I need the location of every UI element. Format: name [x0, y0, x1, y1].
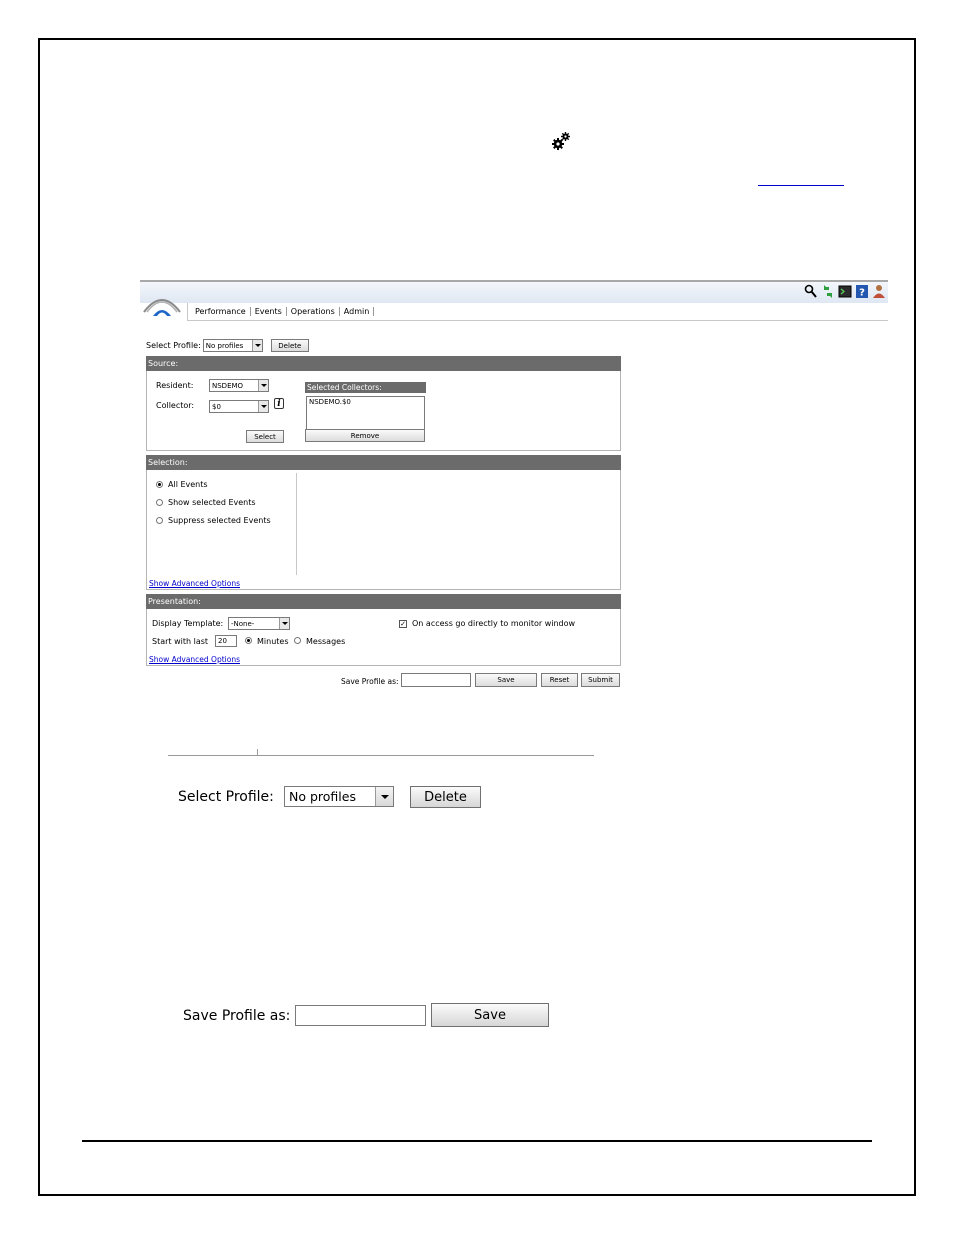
search-icon[interactable] — [804, 284, 818, 299]
nav-tab-bar — [187, 303, 888, 321]
refresh-icon[interactable] — [821, 284, 835, 299]
radio-all-events[interactable] — [156, 481, 163, 488]
zoom-save-profile-input[interactable] — [295, 1005, 426, 1026]
terminal-icon[interactable] — [838, 284, 852, 299]
info-icon[interactable]: i — [274, 398, 284, 409]
save-profile-label: Save Profile as: — [341, 677, 399, 686]
radio-minutes[interactable] — [245, 637, 252, 644]
chevron-down-icon — [279, 618, 289, 629]
remove-button[interactable]: Remove — [305, 429, 425, 442]
app-header — [140, 280, 888, 321]
profile-select-value: No profiles — [205, 341, 244, 350]
show-advanced-options-link[interactable]: Show Advanced Options — [149, 579, 240, 588]
source-header: Source: — [146, 356, 621, 371]
resident-select[interactable] — [209, 379, 269, 392]
radio-messages[interactable] — [294, 637, 301, 644]
tab-events[interactable]: Events — [251, 307, 287, 316]
save-button[interactable]: Save — [475, 673, 537, 687]
hyperlink-underline[interactable] — [758, 185, 844, 186]
start-with-last-input[interactable]: 20 — [215, 635, 237, 647]
header-band — [140, 282, 888, 303]
tab-admin[interactable]: Admin — [340, 307, 375, 316]
zoom-save-button[interactable]: Save — [431, 1003, 549, 1027]
zoom-divider-tick — [257, 749, 258, 755]
zoom-divider — [168, 755, 594, 756]
logo-icon — [142, 290, 182, 318]
radio-show-selected-events[interactable] — [156, 499, 163, 506]
selection-divider — [296, 473, 297, 575]
select-profile-label: Select Profile: — [146, 341, 201, 350]
zoom-select-profile-label: Select Profile: — [178, 789, 274, 805]
radio-suppress-selected-events[interactable] — [156, 517, 163, 524]
svg-text:?: ? — [859, 287, 865, 299]
chevron-down-icon — [258, 401, 268, 412]
collector-select-value: $0 — [212, 402, 221, 411]
presentation-header: Presentation: — [146, 594, 621, 609]
resident-label: Resident: — [156, 381, 194, 390]
display-template-value: -None- — [231, 619, 255, 628]
start-with-last-label: Start with last — [152, 637, 209, 646]
all-events-label: All Events — [168, 480, 208, 489]
collector-select[interactable] — [209, 400, 269, 413]
save-profile-input[interactable] — [401, 673, 471, 687]
presentation-panel — [146, 609, 621, 666]
selection-header: Selection: — [146, 455, 621, 470]
show-selected-events-label: Show selected Events — [168, 498, 256, 507]
footer-rule — [82, 1140, 872, 1142]
select-profile-row — [146, 339, 309, 352]
messages-label: Messages — [306, 637, 346, 646]
zoom-profile-select-value: No profiles — [289, 789, 356, 804]
selected-collectors-header: Selected Collectors: — [305, 382, 426, 393]
delete-button[interactable]: Delete — [271, 339, 309, 352]
list-item[interactable]: NSDEMO.$0 — [309, 398, 351, 406]
display-template-label: Display Template: — [152, 619, 224, 628]
gear-icon — [551, 131, 571, 151]
show-advanced-options-link[interactable]: Show Advanced Options — [149, 655, 240, 664]
submit-button[interactable]: Submit — [581, 673, 620, 687]
select-button[interactable]: Select — [246, 430, 284, 443]
zoom-delete-button[interactable]: Delete — [410, 786, 481, 808]
selection-panel — [146, 470, 621, 590]
tab-operations[interactable]: Operations — [287, 307, 340, 316]
monitor-window-checkbox[interactable]: ✓ — [400, 620, 406, 628]
collector-label: Collector: — [156, 401, 195, 410]
profile-select[interactable] — [203, 339, 263, 352]
minutes-label: Minutes — [257, 637, 289, 646]
chevron-down-icon — [375, 787, 393, 806]
reset-button[interactable]: Reset — [541, 673, 578, 687]
display-template-select[interactable] — [228, 617, 290, 630]
suppress-selected-events-label: Suppress selected Events — [168, 516, 271, 525]
monitor-window-label: On access go directly to monitor window — [412, 619, 576, 628]
user-icon[interactable] — [872, 284, 886, 299]
zoom-save-profile-label: Save Profile as: — [183, 1008, 291, 1024]
header-icon-group — [804, 284, 886, 299]
help-icon[interactable] — [855, 284, 869, 299]
tab-performance[interactable]: Performance — [191, 307, 251, 316]
chevron-down-icon — [252, 340, 262, 351]
selected-collectors-list[interactable] — [306, 396, 425, 430]
chevron-down-icon — [258, 380, 268, 391]
zoom-profile-select[interactable] — [284, 786, 394, 807]
app-screenshot — [140, 280, 888, 690]
resident-select-value: NSDEMO — [212, 381, 244, 390]
